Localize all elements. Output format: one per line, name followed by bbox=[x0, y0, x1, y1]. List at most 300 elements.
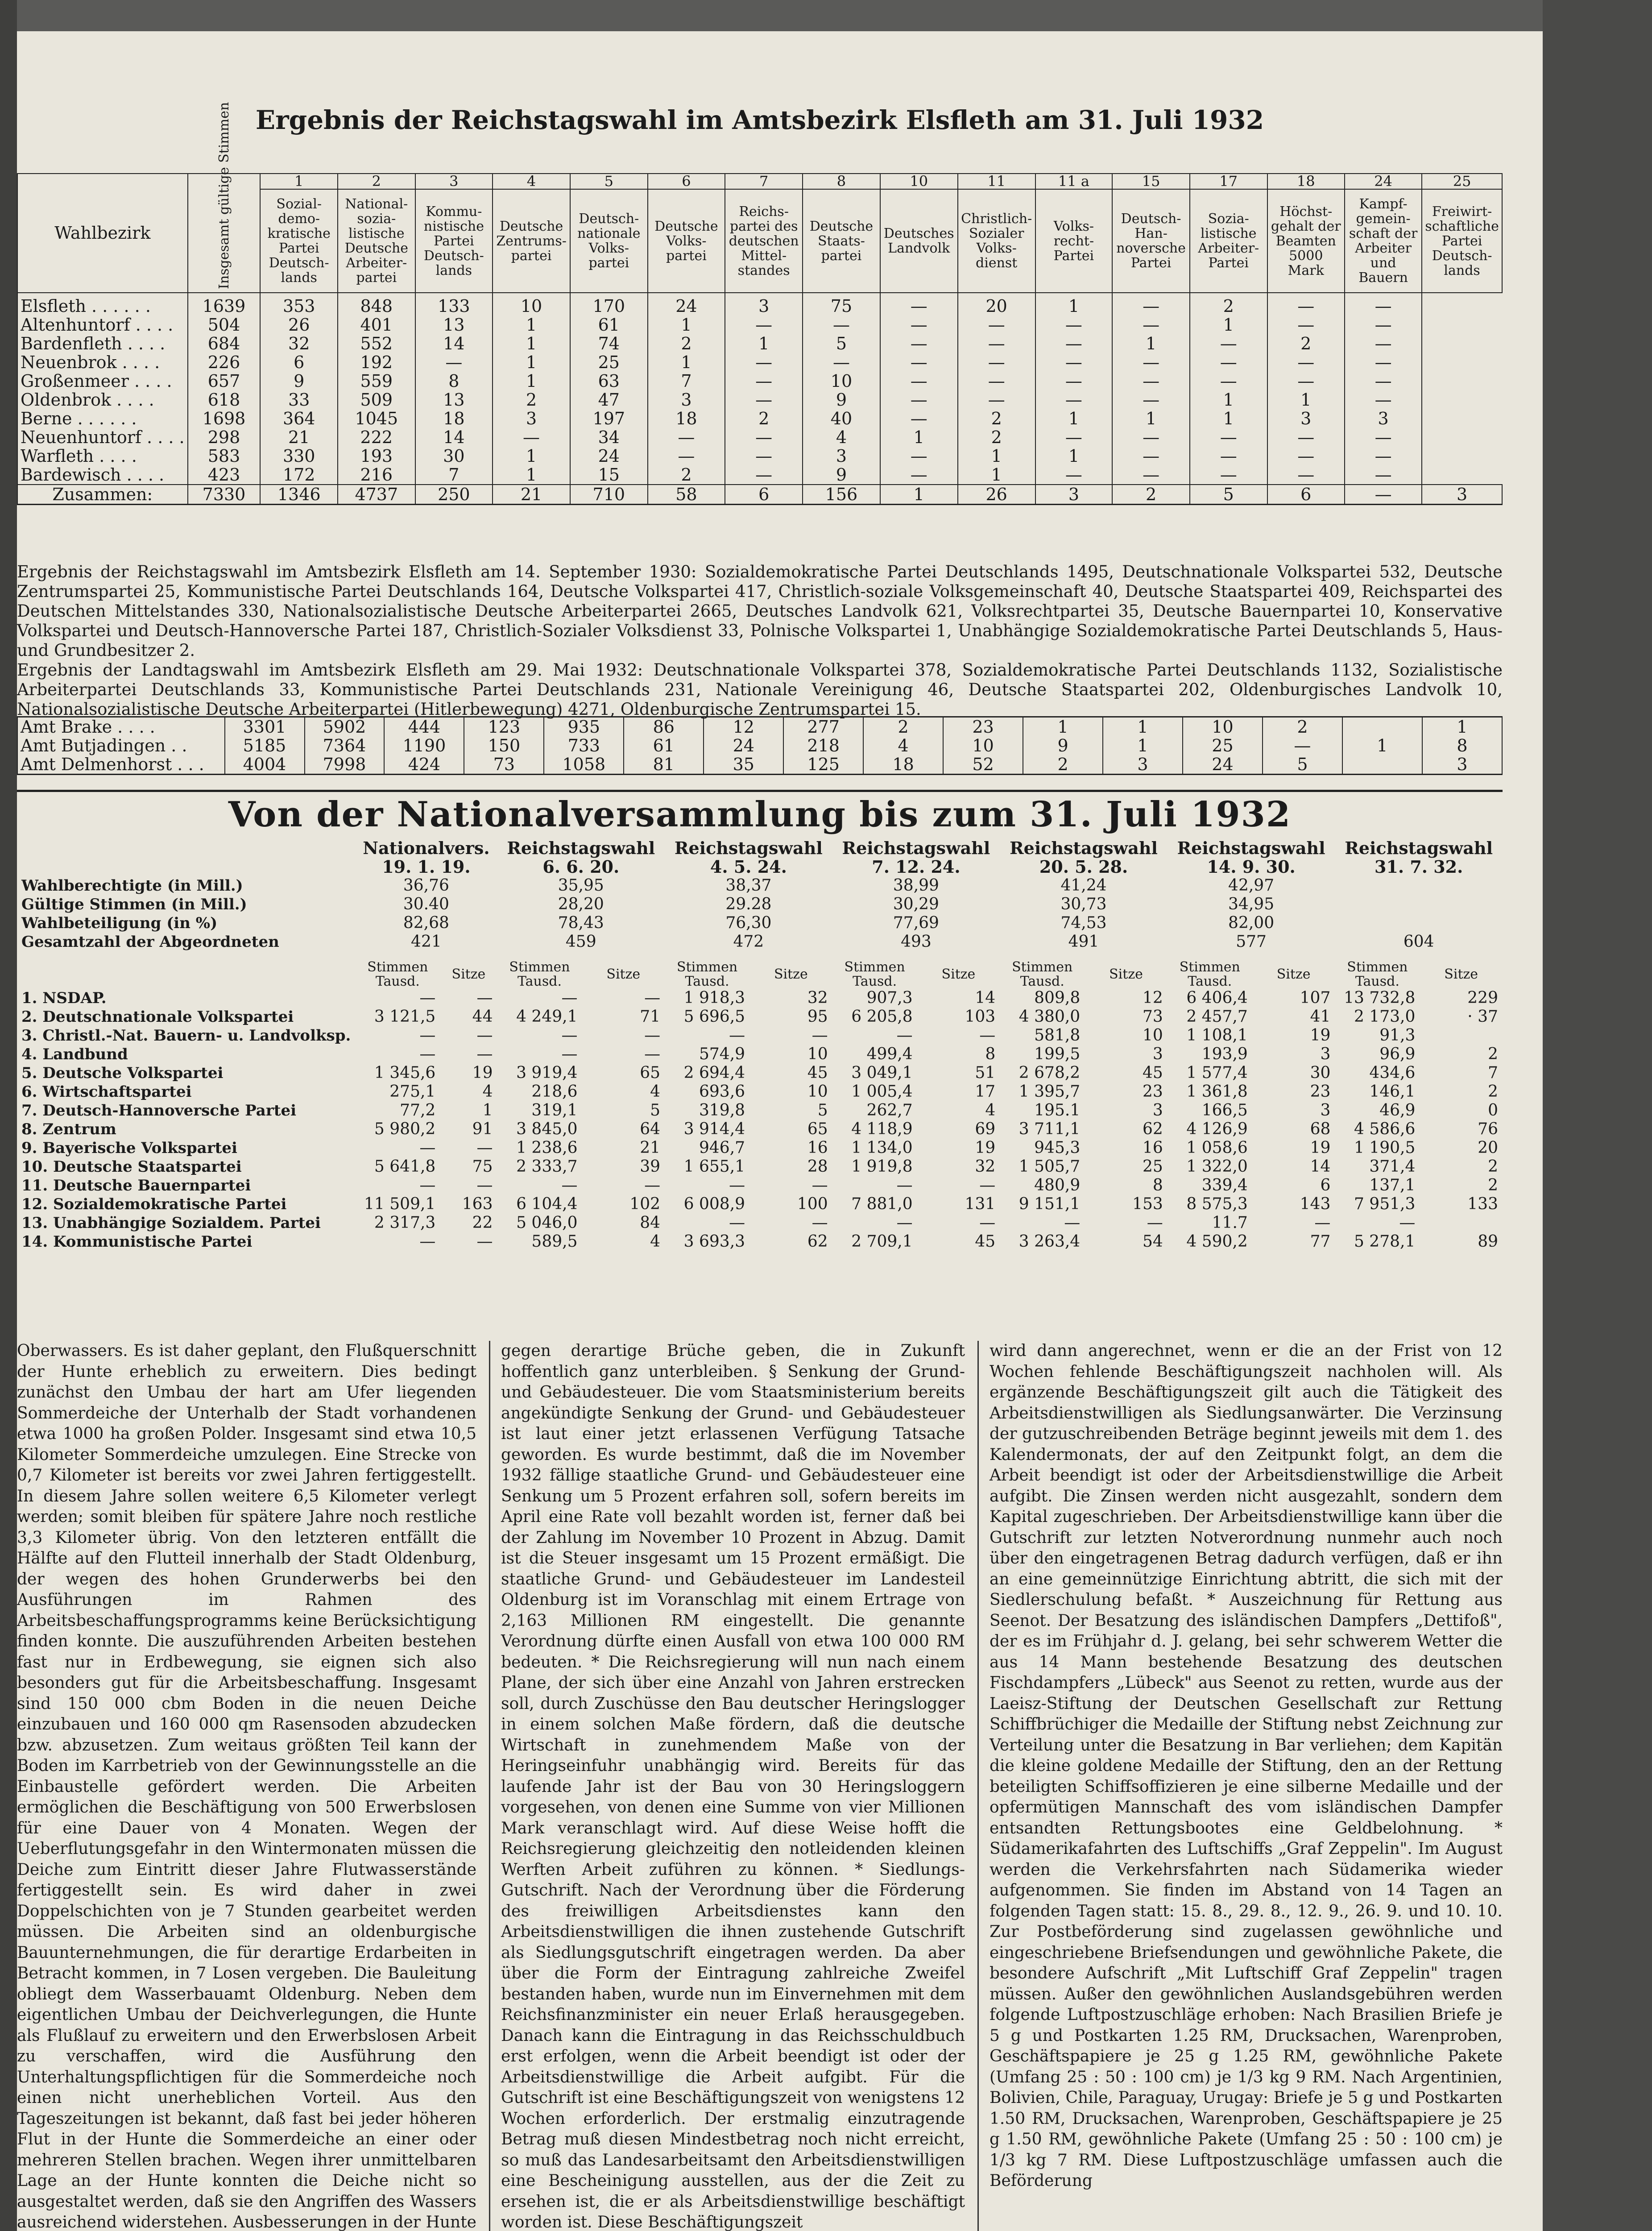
table-cell: — bbox=[1314, 1214, 1331, 1232]
table-cell: 222 bbox=[338, 428, 415, 447]
col-number: 24 bbox=[1345, 174, 1422, 189]
election-date: 31. 7. 32. bbox=[1375, 857, 1463, 877]
table-cell: — bbox=[979, 1176, 996, 1194]
table-cell: — bbox=[958, 315, 1035, 334]
table-cell: 1190 bbox=[384, 736, 464, 755]
table-row bbox=[17, 465, 1502, 485]
table-cell: 5 bbox=[803, 334, 880, 353]
table-cell: 2 bbox=[1488, 1082, 1498, 1101]
col-number: 5 bbox=[570, 174, 648, 189]
table-cell: — bbox=[419, 989, 436, 1007]
table-cell: 1 134,0 bbox=[851, 1139, 913, 1157]
table-cell: — bbox=[1147, 1214, 1163, 1232]
table-cell: 5902 bbox=[305, 717, 385, 737]
table-cell bbox=[1342, 717, 1422, 737]
table-cell: 24 bbox=[570, 447, 648, 465]
table-cell: — bbox=[1345, 293, 1422, 315]
table-cell: 5 bbox=[1190, 485, 1267, 505]
table-cell: 3 914,4 bbox=[683, 1120, 745, 1138]
table-cell: — bbox=[1112, 293, 1190, 315]
col-party-label: Deutsche Volks-partei bbox=[648, 189, 725, 293]
table-cell: 2 bbox=[958, 409, 1035, 428]
table-row bbox=[17, 315, 1502, 334]
table-cell: 5 641,8 bbox=[374, 1157, 436, 1176]
table-cell: 1 345,6 bbox=[374, 1064, 436, 1082]
table-cell: — bbox=[1035, 334, 1112, 353]
table-cell: 193 bbox=[338, 447, 415, 465]
table-cell: — bbox=[476, 1232, 493, 1251]
table-cell: 3 711,1 bbox=[1019, 1120, 1081, 1138]
hdr-gueltig: Insgesamt gültige Stimmen bbox=[188, 174, 261, 293]
row-party: 12. Sozialdemokratische Partei bbox=[21, 1195, 287, 1213]
table-cell: — bbox=[419, 1176, 436, 1194]
table-cell: 577 bbox=[1236, 933, 1267, 951]
table-cell: — bbox=[561, 1045, 578, 1063]
table-cell: — bbox=[725, 353, 803, 372]
table-cell: — bbox=[958, 353, 1035, 372]
table-cell: — bbox=[1112, 447, 1190, 465]
table-cell: 34,95 bbox=[1228, 895, 1275, 913]
table-cell: 3 bbox=[1422, 755, 1502, 775]
table-cell: 583 bbox=[188, 447, 261, 465]
row-party: 6. Wirtschaftspartei bbox=[21, 1083, 192, 1101]
table-cell: 2 bbox=[648, 465, 725, 485]
table-cell: 493 bbox=[901, 933, 932, 951]
table-cell: 13 bbox=[415, 390, 493, 409]
table-cell: — bbox=[415, 353, 493, 372]
table-cell: 74,53 bbox=[1060, 914, 1107, 932]
table-cell: 24 bbox=[648, 293, 725, 315]
table-cell: 9 bbox=[803, 390, 880, 409]
table-cell: 30.40 bbox=[403, 895, 449, 913]
table-cell: 8 bbox=[1422, 736, 1502, 755]
table-cell: 581,8 bbox=[1034, 1026, 1081, 1045]
notes-block bbox=[17, 562, 1503, 719]
col-number: 17 bbox=[1190, 174, 1267, 189]
table-cell: 421 bbox=[411, 933, 442, 951]
table-cell: — bbox=[1190, 353, 1267, 372]
table-cell: 133 bbox=[1467, 1195, 1498, 1213]
table-cell: 1 bbox=[1103, 736, 1183, 755]
table-cell: 65 bbox=[640, 1064, 661, 1082]
table-cell: — bbox=[419, 1232, 436, 1251]
table-cell: 1 bbox=[493, 372, 570, 390]
table-cell: 1 190,5 bbox=[1354, 1139, 1416, 1157]
table-cell: 848 bbox=[338, 293, 415, 315]
table-cell: 143 bbox=[1300, 1195, 1331, 1213]
table-cell: — bbox=[644, 989, 661, 1007]
col-party-label: Kommu-nistische Partei Deutsch-lands bbox=[415, 189, 493, 293]
table-cell: 69 bbox=[975, 1120, 996, 1138]
table-cell: 1 bbox=[1023, 717, 1103, 737]
table-cell: 1 bbox=[1190, 390, 1267, 409]
table-cell: 3 121,5 bbox=[374, 1008, 436, 1026]
table-cell: 12 bbox=[1142, 989, 1163, 1007]
table-cell: 1 bbox=[493, 334, 570, 353]
table-cell: 2 bbox=[1112, 485, 1190, 505]
row-label: Gültige Stimmen (in Mill.) bbox=[21, 896, 247, 913]
table-cell: 589,5 bbox=[531, 1232, 578, 1251]
table-cell: 3 693,3 bbox=[683, 1232, 745, 1251]
table-cell: 19 bbox=[1310, 1026, 1331, 1045]
table-cell: — bbox=[979, 1214, 996, 1232]
table-cell: 38,99 bbox=[893, 876, 939, 895]
table-cell: — bbox=[1267, 353, 1345, 372]
table-cell: — bbox=[648, 447, 725, 465]
table-cell: — bbox=[419, 1139, 436, 1157]
election-kind: Reichstagswahl bbox=[1010, 838, 1158, 858]
table-cell: 41,24 bbox=[1060, 876, 1107, 895]
table-cell: — bbox=[958, 372, 1035, 390]
table-cell: — bbox=[1267, 465, 1345, 485]
table-cell: 6 bbox=[725, 485, 803, 505]
election-date: 19. 1. 19. bbox=[382, 857, 471, 877]
table-cell: — bbox=[880, 293, 958, 315]
table-cell: 125 bbox=[783, 755, 863, 775]
table-cell: 44 bbox=[472, 1008, 493, 1026]
table-cell: 423 bbox=[188, 465, 261, 485]
table-cell: 1 bbox=[880, 428, 958, 447]
table-cell: 21 bbox=[640, 1139, 661, 1157]
table-cell: 6 104,4 bbox=[516, 1195, 578, 1213]
table-cell: 10 bbox=[807, 1082, 828, 1101]
table-cell: 32 bbox=[807, 989, 828, 1007]
election-kind: Reichstagswahl bbox=[1345, 838, 1493, 858]
table-cell: 4 bbox=[985, 1101, 996, 1120]
col-number: 25 bbox=[1422, 174, 1502, 189]
table-cell: — bbox=[1345, 334, 1422, 353]
sitze-header: Sitze bbox=[1444, 966, 1478, 982]
table-cell: 3 bbox=[1422, 485, 1502, 505]
row-party: 11. Deutsche Bauernpartei bbox=[21, 1177, 251, 1194]
table-cell: 16 bbox=[1142, 1139, 1163, 1157]
table-cell: 4004 bbox=[225, 755, 305, 775]
col-number: 11 bbox=[958, 174, 1035, 189]
table-cell: — bbox=[896, 1214, 913, 1232]
table-cell: 45 bbox=[807, 1064, 828, 1082]
table-cell: 54 bbox=[1142, 1232, 1163, 1251]
table-cell: 32 bbox=[975, 1157, 996, 1176]
table-row bbox=[17, 989, 1503, 1008]
table-cell: — bbox=[880, 390, 958, 409]
table-cell: 618 bbox=[188, 390, 261, 409]
table-cell: 2 709,1 bbox=[851, 1232, 913, 1251]
table-cell: 102 bbox=[629, 1195, 661, 1213]
election-date: 7. 12. 24. bbox=[872, 857, 961, 877]
col-number: 1 bbox=[260, 174, 338, 189]
table-row bbox=[17, 447, 1502, 465]
table-cell: 4 bbox=[863, 736, 943, 755]
table-cell: — bbox=[880, 447, 958, 465]
row-party: 13. Unabhängige Sozialdem. Partei bbox=[21, 1214, 321, 1232]
table-cell: 45 bbox=[1142, 1064, 1163, 1082]
table-cell: 40 bbox=[803, 409, 880, 428]
col-party-label: Volks-recht-Partei bbox=[1035, 189, 1112, 293]
row-label: Wahlberechtigte (in Mill.) bbox=[21, 877, 243, 895]
col-party-label: Sozial-demo-kratische Partei Deutsch-lands bbox=[260, 189, 338, 293]
col-party-label: Höchst-gehalt der Beamten 5000 Mark bbox=[1267, 189, 1345, 293]
table-cell: 218 bbox=[783, 736, 863, 755]
table-cell: 2 bbox=[725, 409, 803, 428]
table-row bbox=[17, 1157, 1503, 1176]
scan-right-edge bbox=[1543, 0, 1652, 2231]
table-cell: 133 bbox=[415, 293, 493, 315]
table-cell: — bbox=[1345, 447, 1422, 465]
election-date: 4. 5. 24. bbox=[710, 857, 787, 877]
table-cell: — bbox=[1345, 315, 1422, 334]
table-cell: 2 678,2 bbox=[1019, 1064, 1081, 1082]
table-cell: 28 bbox=[807, 1157, 828, 1176]
table-cell: 47 bbox=[570, 390, 648, 409]
table-cell: — bbox=[476, 1026, 493, 1045]
table-cell: 77 bbox=[1310, 1232, 1331, 1251]
table-cell: 21 bbox=[260, 428, 338, 447]
col-number: 6 bbox=[648, 174, 725, 189]
table-cell: 39 bbox=[640, 1157, 661, 1176]
table-cell: 1045 bbox=[338, 409, 415, 428]
col-number: 7 bbox=[725, 174, 803, 189]
table-cell: — bbox=[644, 1176, 661, 1194]
table-cell: — bbox=[896, 1176, 913, 1194]
table-cell: 401 bbox=[338, 315, 415, 334]
row-district: Berne . . . . . . bbox=[17, 409, 188, 428]
table-cell: — bbox=[812, 1176, 828, 1194]
table-cell: 38,37 bbox=[725, 876, 772, 895]
table-cell: 6 205,8 bbox=[851, 1008, 913, 1026]
table-cell: 7 bbox=[1488, 1064, 1498, 1082]
table-row bbox=[17, 353, 1502, 372]
table-cell: 86 bbox=[624, 717, 704, 737]
row-district: Elsfleth . . . . . . bbox=[17, 293, 188, 315]
sitze-header: Sitze bbox=[1276, 966, 1311, 982]
table-cell: 13 bbox=[415, 315, 493, 334]
table-cell: 946,7 bbox=[699, 1139, 745, 1157]
col-number: 15 bbox=[1112, 174, 1190, 189]
table-cell: 14 bbox=[1310, 1157, 1331, 1176]
table-cell: 35,95 bbox=[558, 876, 604, 895]
table-cell: 5 bbox=[1263, 755, 1342, 775]
table-row bbox=[17, 1008, 1503, 1026]
table-cell: 10 bbox=[943, 736, 1023, 755]
table-cell: 75 bbox=[803, 293, 880, 315]
table-cell: 1 bbox=[1035, 447, 1112, 465]
table-cell: 73 bbox=[464, 755, 544, 775]
table-cell: 6 bbox=[260, 353, 338, 372]
table-cell: 76 bbox=[1478, 1120, 1498, 1138]
hdr-wahlbezirk: Wahlbezirk bbox=[17, 174, 188, 293]
table-cell: 5 bbox=[817, 1101, 828, 1120]
table-row bbox=[17, 876, 1503, 895]
stimmen-header: Stimmen Tausd. bbox=[367, 959, 428, 989]
table-cell: 15 bbox=[570, 465, 648, 485]
table-cell: — bbox=[419, 1045, 436, 1063]
table-cell: 61 bbox=[624, 736, 704, 755]
table-cell bbox=[1335, 876, 1503, 895]
table-cell: 2 bbox=[1488, 1045, 1498, 1063]
table-cell: 4 bbox=[803, 428, 880, 447]
table-cell: 3 bbox=[1345, 409, 1422, 428]
table-cell: 89 bbox=[1478, 1232, 1498, 1251]
table-row bbox=[17, 717, 1502, 737]
table1-title: Ergebnis der Reichstagswahl im Amtsbezirk Elsfleth am 31. Juli 1932 bbox=[255, 105, 1264, 135]
table-cell: — bbox=[1112, 428, 1190, 447]
table-cell: — bbox=[896, 1026, 913, 1045]
table-cell: — bbox=[1035, 428, 1112, 447]
table-cell: 277 bbox=[783, 717, 863, 737]
row-party: 10. Deutsche Staatspartei bbox=[21, 1158, 242, 1176]
table-cell: 2 457,7 bbox=[1186, 1008, 1248, 1026]
table-cell: 7 881,0 bbox=[851, 1195, 913, 1213]
table-cell: 153 bbox=[1132, 1195, 1163, 1213]
sitze-header: Sitze bbox=[941, 966, 976, 982]
note-1930: Ergebnis der Reichstagswahl im Amtsbezirk Elsfleth am 14. September 1930: Sozialdemokratische Partei Deutschlands 1495, Deutschnationale Volkspartei 532, Deutsche Zentrumspartei 25, Kommunistische Partei Deutschlands 164, Deutsche Volkspartei 417, Christlich-soziale Volksgemeinschaft 40, Deutsche Staatspartei 409, Reichspartei des Deutschen Mittelstandes 330, Nationalsozialistische Deutsche Arbeiterpartei 2665, Deutsches Landvolk 621, Volksrechtpartei 35, Deutsche Bauernpartei 10, Konservative Volkspartei und Deutsch-Hannoversche Partei 187, Christlich-Sozialer Volksdienst 33, Polnische Volkspartei 1, Unabhängige Sozialdemokratische Partei Deutschlands 5, Haus- und Grundbesitzer 2. bbox=[17, 562, 1503, 660]
table-cell: 131 bbox=[965, 1195, 996, 1213]
table-cell: 197 bbox=[570, 409, 648, 428]
table-row bbox=[17, 914, 1503, 933]
row-party: 9. Bayerische Volkspartei bbox=[21, 1139, 237, 1157]
table-cell: 1 bbox=[1190, 409, 1267, 428]
table-cell: 1 bbox=[493, 315, 570, 334]
table-cell: 166,5 bbox=[1201, 1101, 1248, 1120]
table-cell: 41 bbox=[1310, 1008, 1331, 1026]
table-cell: 73 bbox=[1142, 1008, 1163, 1026]
table-cell: 1058 bbox=[544, 755, 624, 775]
table-cell: 559 bbox=[338, 372, 415, 390]
table-cell: 8 bbox=[985, 1045, 996, 1063]
row-party: 7. Deutsch-Hannoversche Partei bbox=[21, 1102, 297, 1120]
table-cell: 1 bbox=[482, 1101, 493, 1120]
table-cell: 4 118,9 bbox=[851, 1120, 913, 1138]
table-cell: 574,9 bbox=[699, 1045, 745, 1063]
table-cell: 3 049,1 bbox=[851, 1064, 913, 1082]
table-cell: — bbox=[880, 353, 958, 372]
table-cell: 74 bbox=[570, 334, 648, 353]
table-cell: — bbox=[1035, 372, 1112, 390]
table-cell: 2 bbox=[1190, 293, 1267, 315]
table-cell: 172 bbox=[260, 465, 338, 485]
table-cell: 2 bbox=[1263, 717, 1342, 737]
table-cell: 6 008,9 bbox=[683, 1195, 745, 1213]
table-cell: 1 577,4 bbox=[1186, 1064, 1248, 1082]
table-cell: 1 bbox=[1103, 717, 1183, 737]
table-cell: — bbox=[1345, 428, 1422, 447]
table-cell: 604 bbox=[1403, 933, 1434, 951]
table-cell: 2 bbox=[1488, 1157, 1498, 1176]
table-cell: 96,9 bbox=[1379, 1045, 1416, 1063]
col-party-label: National-sozia-listische Deutsche Arbeiter-partei bbox=[338, 189, 415, 293]
table-cell: 20 bbox=[958, 293, 1035, 315]
table-cell: 3 bbox=[1320, 1101, 1331, 1120]
election-kind: Nationalvers. bbox=[363, 838, 490, 858]
row-sum-label: Zusammen: bbox=[17, 485, 188, 505]
table-cell: 710 bbox=[570, 485, 648, 505]
article-column-3: wird dann angerechnet, wenn er die an der Frist von 12 Wochen fehlende Beschäftigungszeit nachholen will. Als ergänzende Beschäftigungszeit gilt auch die Tätigkeit des Arbeitsdienstwilligen als Siedlungsanwärter. Die Verzinsung der gutzuschreibenden Beträge beginnt jeweils mit dem 1. des Kalendermonats, der auf den Zeitpunkt folgt, an dem die Arbeit beendigt ist oder der Arbeitsdienstwillige die Arbeit aufgibt. Die Zinsen werden nicht ausgezahlt, sondern dem Kapital zugeschrieben. Der Arbeitsdienstwillige kann über die Gutschrift zur letzten Notverordnung nunmehr auch noch über den eingetragenen Betrag dadurch verfügen, daß er ihn an eine gemeinnützige Einrichtung abtritt, die sich mit der Siedlerschulung befaßt. * Auszeichnung für Rettung aus Seenot. Der Besatzung des isländischen Dampfers „Dettifoß", der es im Frühjahr d. J. gelang, bei sehr schwerem Wetter die aus 14 Mann bestehende Besatzung des deutschen Fischdampfers „Lübeck" aus Seenot zu retten, wurde aus der Laeisz-Stiftung der Deutschen Gesellschaft zur Rettung Schiffbrüchiger die Medaille der Stiftung nebst Zeichnung zur Verteilung unter die Besatzung in Bar verliehen; dem Kapitän die kleine goldene Medaille der Stiftung, den an der Rettung beteiligten Schiffsoffizieren je eine silberne Medaille und der opfermütigen Mannschaft des vom isländischen Dampfer entsandten Rettungsbootes eine Geldbelohnung. * Südamerikafahrten des Luftschiffs „Graf Zeppelin". Im August werden die Verkehrsfahrten nach Südamerika wieder aufgenommen. Sie finden im Abstand von 14 Tagen an folgenden Tagen statt: 15. 8., 29. 8., 12. 9., 26. 9. und 10. 10. Zur Postbeförderung sind zugelassen gewöhnliche und eingeschriebene Briefsendungen und gewöhnliche Pakete, die besondere Aufschrift „Mit Luftschiff Graf Zeppelin" tragen müssen. Außer den gewöhnlichen Auslandsgebühren werden folgende Luftpostzuschläge erhoben: Nach Brasilien Briefe je 5 g und Postkarten 1.25 RM, Drucksachen, Warenproben, Geschäftspapiere je 25 g 1.25 RM, gewöhnliche Pakete (Umfang 25 : 50 : 100 cm) je 1/3 kg 9 RM. Nach Argentinien, Bolivien, Chile, Paraguay, Urugay: Briefe je 5 g und Postkarten 1.50 RM, Drucksachen, Warenproben, Geschäftspapiere je 25 g 1.50 RM, gewöhnliche Pakete (Umfang 25 : 50 : 100 cm) je 1/3 kg 7 RM. Diese Luftpostzuschläge umfassen auch die Beförderung bbox=[990, 1342, 1503, 2190]
table-cell: 19 bbox=[975, 1139, 996, 1157]
table-cell: 459 bbox=[565, 933, 596, 951]
table-row bbox=[17, 334, 1502, 353]
table-cell: 319,1 bbox=[531, 1101, 578, 1120]
table-cell: 275,1 bbox=[389, 1082, 436, 1101]
table-cell: — bbox=[1345, 390, 1422, 409]
table-cell: 34 bbox=[570, 428, 648, 447]
table-row bbox=[17, 1101, 1503, 1120]
table-cell: 29.28 bbox=[725, 895, 772, 913]
table-cell: 5 278,1 bbox=[1354, 1232, 1416, 1251]
table-cell: 11 509,1 bbox=[364, 1195, 436, 1213]
table-cell: 8 bbox=[1152, 1176, 1163, 1194]
table-cell: 1 058,6 bbox=[1186, 1139, 1248, 1157]
table-cell: — bbox=[644, 1026, 661, 1045]
table-cell: 150 bbox=[464, 736, 544, 755]
table-cell: 6 406,4 bbox=[1186, 989, 1248, 1007]
table-cell: 103 bbox=[965, 1008, 996, 1026]
table-row bbox=[17, 1176, 1503, 1195]
table-cell: 26 bbox=[958, 485, 1035, 505]
table-cell: — bbox=[880, 372, 958, 390]
table-cell: 2 694,4 bbox=[683, 1064, 745, 1082]
col-party-label: Deutsch-Han-noversche Partei bbox=[1112, 189, 1190, 293]
sitze-header: Sitze bbox=[451, 966, 486, 982]
table-cell: 58 bbox=[648, 485, 725, 505]
table-cell: — bbox=[1345, 353, 1422, 372]
table-cell: 3 bbox=[1152, 1045, 1163, 1063]
table-cell: 2 bbox=[648, 334, 725, 353]
table-cell: 24 bbox=[1183, 755, 1263, 775]
table-cell: 1 bbox=[493, 353, 570, 372]
table-cell bbox=[1420, 1026, 1503, 1045]
row-amt: Amt Delmenhorst . . . bbox=[17, 755, 225, 775]
table-cell: 1 bbox=[880, 485, 958, 505]
table-cell: — bbox=[1112, 465, 1190, 485]
table-cell: 6 bbox=[1267, 485, 1345, 505]
table-cell: 491 bbox=[1068, 933, 1099, 951]
col-number: 3 bbox=[415, 174, 493, 189]
row-party: 14. Kommunistische Partei bbox=[21, 1233, 253, 1251]
col-party-label: Reichs-partei des deutschen Mittel-standes bbox=[725, 189, 803, 293]
table-row bbox=[17, 390, 1502, 409]
election-date: 14. 9. 30. bbox=[1207, 857, 1296, 877]
table-cell: 3 bbox=[493, 409, 570, 428]
table-cell: 907,3 bbox=[866, 989, 913, 1007]
table-cell: 10 bbox=[493, 293, 570, 315]
table-cell: 91,3 bbox=[1379, 1026, 1416, 1045]
table-cell: — bbox=[880, 334, 958, 353]
table-cell: 1 919,8 bbox=[851, 1157, 913, 1176]
table-cell: 935 bbox=[544, 717, 624, 737]
stimmen-header: Stimmen Tausd. bbox=[1012, 959, 1073, 989]
row-district: Oldenbrok . . . . bbox=[17, 390, 188, 409]
table-cell: 364 bbox=[260, 409, 338, 428]
table-cell: 61 bbox=[570, 315, 648, 334]
table-cell: 2 bbox=[1023, 755, 1103, 775]
table-cell: 13 732,8 bbox=[1344, 989, 1416, 1007]
table-cell: 1346 bbox=[260, 485, 338, 505]
article-column-1: Oberwassers. Es ist daher geplant, den Flußquerschnitt der Hunte erheblich zu erweitern. Dies bedingt zunächst den Umbau der hart am Ufer liegenden Sommerdeiche der Unterhalb der Stadt vorhandenen etwa 1000 ha großen Polder. Insgesamt sind etwa 10,5 Kilometer Sommerdeiche umzulegen. Eine Strecke von 0,7 Kilometer ist bereits vor zwei Jahren fertiggestellt. In diesem Jahre sollen weitere 6,5 Kilometer verlegt werden; somit bleiben für spätere Jahre noch restliche 3,3 Kilometer übrig. Von den letzteren entfällt die Hälfte auf den Flutteil innerhalb der Stadt Oldenburg, der wegen des hohen Grunderwerbs bei den Ausführungen im Rahmen des Arbeitsbeschaffungsprogramms keine Berücksichtigung finden konnte. Die auszuführenden Arbeiten bestehen fast nur in Erdbewegung, sie eignen sich also besonders gut für die Arbeitsbeschaffung. Insgesamt sind 150 000 cbm Boden in die neuen Deiche einzubauen und 160 000 qm Rasensoden abzudecken bzw. abzusetzen. Zum weitaus größten Teil kann der Boden im Karrbetrieb von der Gewinnungsstelle an die Einbaustelle gefördert werden. Die Arbeiten ermöglichen die Beschäftigung von 500 Erwerbslosen für eine Dauer von 4 Monaten. Wegen der Ueberflutungsgefahr in den Wintermonaten müssen die Deiche zum Eintritt dieser Jahre Flutwasserstände fertiggestellt sein. Es wird daher in zwei Doppelschichten von je 7 Stunden gearbeitet werden müssen. Die Arbeiten sind an oldenburgische Bauunternehmungen, die für derartige Erdarbeiten in Betracht kommen, in 7 Losen vergeben. Die Bauleitung obliegt dem Wasserbauamt Oldenburg. Neben dem eigentlichen Umbau der Deichverlegungen, die Hunte als Flußlauf zu erweitern und den Erwerbslosen Arbeit zu verschaffen, wird die Ausführung den Unterhaltungspflichtigen für die Sommerdeiche noch einen nicht unerheblichen Vorteil. Aus den Tageszeitungen ist bekannt, daß fast bei jeder höheren Flut in der Hunte die Sommerdeiche an einer oder mehreren Stellen brachen. Wegen ihrer unmittelbaren Lage an der Hunte konnten die Deiche nicht so ausgestaltet werden, daß sie den Angriffen des Wassers ausreichend widerstehen. Ausbesserungen in der Hunte bbox=[17, 1342, 476, 2231]
col-party-label: Kampf-gemein-schaft der Arbeiter und Bauern bbox=[1345, 189, 1422, 293]
table-cell: 1 bbox=[493, 447, 570, 465]
table-cell: 77,69 bbox=[893, 914, 939, 932]
table-cell: 10 bbox=[1142, 1026, 1163, 1045]
table-cell: 32 bbox=[260, 334, 338, 353]
table-cell: 3 bbox=[1152, 1101, 1163, 1120]
table-cell: 146,1 bbox=[1369, 1082, 1416, 1101]
table-cell: 5 696,5 bbox=[683, 1008, 745, 1026]
row-party: 8. Zentrum bbox=[21, 1120, 116, 1138]
table-cell: 11.7 bbox=[1212, 1214, 1248, 1232]
table-cell: 693,6 bbox=[699, 1082, 745, 1101]
table-cell: 1 bbox=[648, 315, 725, 334]
table-cell: 552 bbox=[338, 334, 415, 353]
